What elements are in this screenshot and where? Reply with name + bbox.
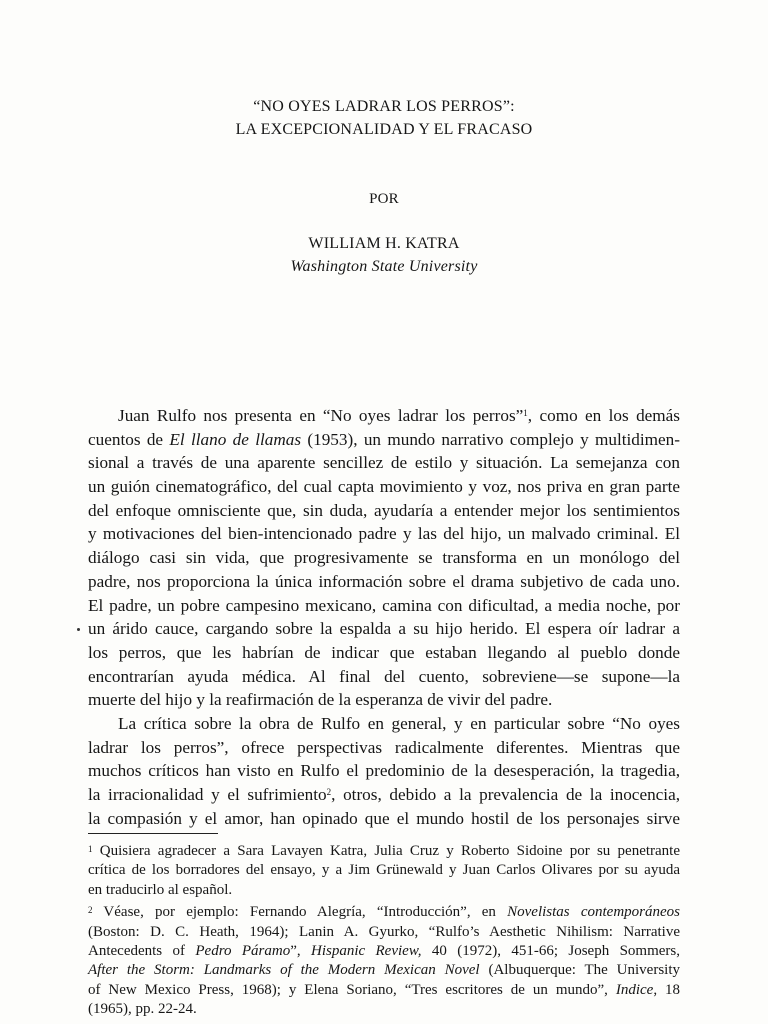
text-run: la irracionalidad y el sufrimiento [88, 785, 327, 804]
note-reference: 1 [523, 408, 528, 418]
text-run: Quisiera agradecer a Sara Lavayen Katra, Julia Cruz y Roberto Sidoine por su penetrante [92, 843, 680, 859]
text-run: un guión cinematográfico, del cual capta movimiento y voz, nos priva en gran parte [88, 477, 680, 497]
text-run: muerte del hijo y la reafirmación de la esperanza de vivir del padre. [88, 690, 553, 710]
text-run: en traducirlo al español. [88, 881, 233, 898]
text-run: of New Mexico Press, 1968); y Elena Soriano, “Tres escritores de un mundo”, [88, 981, 616, 998]
body-line [88, 688, 680, 712]
text-run: Juan Rulfo nos presenta en “No oyes ladrar los perros” [118, 406, 524, 425]
footnote-line [88, 881, 680, 900]
text-run: ladrar los perros”, ofrece perspectivas radicalmente diferentes. Mientras que [88, 737, 680, 757]
text-run: , otros, debido a la prevalencia de la inocencia, [331, 785, 680, 804]
footnote-line [88, 981, 680, 1000]
text-run: , como en los demás [527, 406, 680, 425]
text-run: muchos críticos han visto en Rulfo el predominio de la desesperación, la tragedia, [88, 761, 680, 781]
footnote-line [88, 861, 680, 880]
footnote-line [88, 923, 680, 942]
body-line [88, 712, 680, 736]
body-line [88, 499, 680, 523]
footnote-line [88, 842, 680, 861]
text-run: (Albuquerque: The University [479, 962, 680, 979]
body-line [88, 736, 680, 760]
body-line [88, 546, 680, 570]
body-line [88, 522, 680, 546]
body-line [88, 665, 680, 689]
body-line [88, 451, 680, 475]
body-line [88, 783, 680, 807]
text-run: padre, nos proporciona la única información sobre el drama subjetivo de cada uno. [88, 571, 680, 591]
body-line [88, 641, 680, 665]
text-run: (1953), un mundo narrativo complejo y multidimen- [301, 429, 680, 449]
body-line [88, 807, 680, 831]
note-reference: 1 [88, 844, 93, 854]
italic-text: After the Storm: Landmarks of the Modern Mexican Novel [88, 962, 480, 979]
text-run: encontrarían ayuda médica. Al final del cuento, sobreviene—se supone—la [88, 666, 680, 686]
footnote-line [88, 961, 680, 980]
text-run: cuentos de [88, 429, 170, 449]
body-line [88, 475, 680, 499]
footnote-divider [88, 833, 218, 834]
body-line [88, 759, 680, 783]
article-title-line-2: LA EXCEPCIONALIDAD Y EL FRACASO [235, 121, 533, 138]
footnotes [88, 842, 680, 1020]
body-line [88, 570, 680, 594]
italic-text: Pedro Páramo [195, 942, 291, 959]
body-line [88, 617, 680, 641]
text-run: un árido cauce, cargando sobre la espalda a su hijo herido. El espera oír ladrar a [88, 619, 680, 639]
italic-text: Novelistas contemporáneos [507, 904, 680, 921]
body-line [88, 404, 680, 428]
text-run: Véase, por ejemplo: Fernando Alegría, “Introducción”, en [92, 904, 508, 921]
note-reference: 2 [88, 905, 93, 916]
text-run: (1965), pp. 22-24. [88, 1001, 197, 1018]
text-run: ”, [290, 942, 311, 959]
note-reference: 2 [326, 787, 332, 797]
author-affiliation: Washington State University [290, 258, 478, 275]
text-run: los perros, que les habrían de indicar que estaban llegando al pueblo donde [88, 642, 680, 662]
italic-text: El llano de llamas [169, 429, 302, 449]
footnote-line [88, 1000, 680, 1019]
italic-text: Indice [615, 981, 654, 998]
text-run: del enfoque omnisciente que, sin duda, ayudaría a entender mejor los sentimientos [88, 500, 680, 520]
footnote-line [88, 903, 680, 922]
body-line [88, 594, 680, 618]
body-line [88, 428, 680, 452]
text-run: crítica de los borradores del ensayo, y a Jim Grünewald y Juan Carlos Olivares por su ayuda [88, 862, 680, 879]
text-run: Antecedents of [88, 942, 196, 959]
text-run: diálogo casi sin vida, que progresivamente se transforma en un monólogo del [88, 548, 680, 568]
text-run: la compasión y el amor, han opinado que el mundo hostil de los personajes sirve [88, 808, 680, 828]
italic-text: Hispanic Review, [310, 942, 422, 959]
text-run: y motivaciones del bien-intencionado padre y las del hijo, un malvado criminal. El [88, 524, 680, 544]
author-name: WILLIAM H. KATRA [308, 235, 460, 252]
body-text [88, 404, 680, 830]
text-run: sional a través de una aparente sencillez de estilo y situación. La semejanza con [88, 453, 680, 473]
text-run: El padre, un pobre campesino mexicano, camina con dificultad, a media noche, por [88, 595, 680, 615]
byline-por: POR [369, 191, 399, 207]
text-run: , 18 [653, 981, 680, 998]
footnote-line [88, 942, 680, 961]
article-title-line-1: “NO OYES LADRAR LOS PERROS”: [253, 98, 515, 115]
text-run: (Boston: D. C. Heath, 1964); Lanin A. Gyurko, “Rulfo’s Aesthetic Nihilism: Narrative [88, 923, 680, 940]
text-run: La crítica sobre la obra de Rulfo en general, y en particular sobre “No oyes [118, 713, 680, 733]
text-run: 40 (1972), 451-66; Joseph Sommers, [421, 942, 680, 959]
scan-speck [77, 628, 80, 631]
